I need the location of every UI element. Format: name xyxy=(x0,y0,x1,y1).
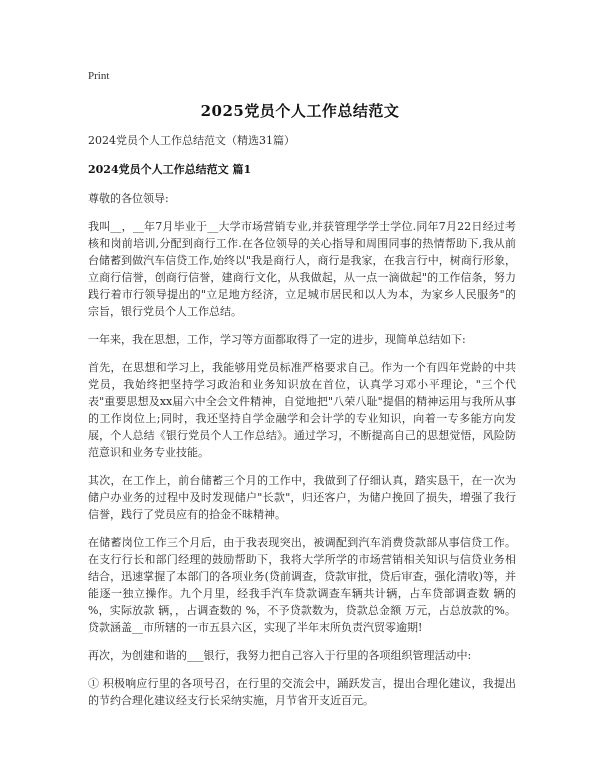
paragraph-work-front-desk: 其次，在工作上，前台储蓄三个月的工作中，我做到了仔细认真，踏实恳干，在一次为储户办业务的过程中及时发现储户"长款"，归还客户，为储户挽回了损失，增强了我行信誉，践行了党员应有的拾金不昧精神。 xyxy=(88,474,516,521)
paragraph-greeting: 尊敬的各位领导: xyxy=(88,192,169,205)
paragraph-intro: 我叫__，__年7月毕业于__大学市场营销专业,并获管理学学士学位.同年7月22日经过考核和岗前培训,分配到商行工作.在各位领导的关心指导和周围同事的热情帮助下,我从前台储蓄到做汽车信贷工作,始终以"我是商行人，商行是我家，在我言行中，树商行形象，立商行信誉，创商行信誉，建商行文化，从我做起，从一点一滴做起"的工作信条，努力践行着市行领导提出的"立足地方经济，立足城市居民和以人为本，为家乡人民服务"的宗旨，银行党员个人工作总结。 xyxy=(88,220,516,318)
section-heading: 2024党员个人工作总结范文 篇1 xyxy=(88,163,252,176)
print-label: Print xyxy=(88,70,110,82)
document-subtitle: 2024党员个人工作总结范文（精选31篇） xyxy=(88,134,295,147)
paragraph-thought-study: 首先，在思想和学习上，我能够用党员标准严格要求自己。作为一个有四年党龄的中共党员，我始终把坚持学习政治和业务知识放在首位，认真学习邓小平理论，"三个代表"重要思想及xx届六中全会文件精神，自觉地把"八荣八耻"提倡的精神运用与我所从事的工作岗位上;同时，我还坚持自学金融学和会计学的专业知识，向着一专多能方向发展，个人总结《银行党员个人工作总结》。通过学习，不断提高自己的思想觉悟，风险防范意识和业务专业技能。 xyxy=(88,361,516,459)
document-title: 2025党员个人工作总结范文 xyxy=(200,102,400,120)
paragraph-organization: 再次，为创建和谐的___银行，我努力把自己容入于行里的各项组织管理活动中: xyxy=(88,649,472,662)
paragraph-work-credit: 在储蓄岗位工作三个月后，由于我表现突出，被调配到汽车消费贷款部从事信贷工作。在支行行长和部门经理的鼓励帮助下，我将大学所学的市场营销相关知识与信贷业务相结合，迅速掌握了本部门的各项业务(贷前调查，贷款审批，贷后审查，强化清收)等，并能逐一独立操作。九个月里，经我手汽车贷款调查车辆共计辆，占车贷部调查数 辆的 %，实际放款 辆，，占调查数的 %，不予贷款数为，贷款总金额 万元，占总放款的%。贷款涵盖__市所辖的一市五县六区，实现了半年末所负责汽贸零逾期! xyxy=(88,536,516,634)
paragraph-summary-lead: 一年来，我在思想，工作，学习等方面都取得了一定的进步，现简单总结如下: xyxy=(88,333,466,346)
paragraph-item-1: ① 积极响应行里的各项号召，在行里的交流会中，踊跃发言，提出合理化建议，我提出的节约合理化建议经支行长采纳实施，月节省开支近百元。 xyxy=(88,677,516,707)
document-body xyxy=(88,132,516,720)
